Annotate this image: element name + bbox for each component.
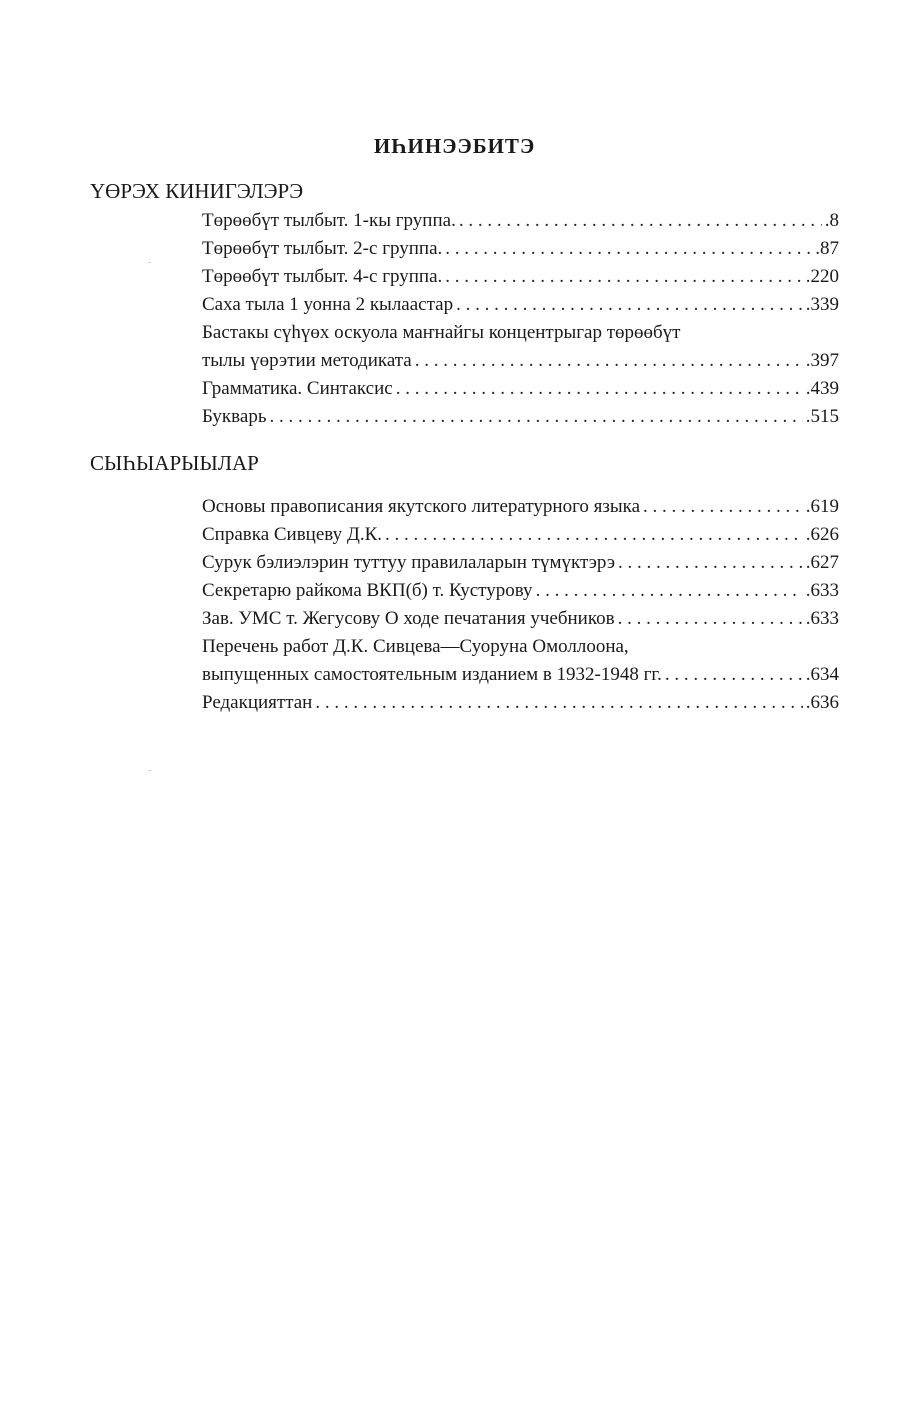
toc-dot-leader: [665, 661, 803, 689]
toc-entry: [202, 661, 839, 689]
toc-dot-leader: [270, 403, 803, 431]
toc-entry-title: Основы правописания якутского литературного языка: [202, 496, 641, 517]
toc-dot-leader: [445, 263, 802, 291]
toc-entry: [202, 263, 839, 291]
toc-dot-leader: [536, 577, 803, 605]
toc-list-textbooks: [202, 207, 839, 431]
toc-dot-leader: [445, 235, 812, 263]
section-heading-appendices: СЫҺЫАРЫЫЛАР: [90, 451, 259, 475]
toc-page-number: .220: [805, 266, 839, 287]
toc-entry: [202, 291, 839, 319]
toc-page-number: .636: [805, 692, 839, 713]
toc-entry-title: Төрөөбүт тылбыт. 1-кы группа.: [202, 210, 456, 231]
toc-page-number: .633: [805, 608, 839, 629]
toc-page-number: .627: [805, 552, 839, 573]
toc-entry: [202, 403, 839, 431]
toc-dot-leader: [459, 207, 822, 235]
toc-dot-leader: [643, 493, 803, 521]
toc-entry: [202, 347, 839, 375]
toc-entry-title: Зав. УМС т. Жегусову О ходе печатания учебников: [202, 608, 615, 629]
toc-entry: [202, 549, 839, 577]
toc-page-number: .339: [805, 294, 839, 315]
toc-entry: [202, 235, 839, 263]
toc-page-number: .8: [824, 210, 839, 231]
toc-page-number: .515: [805, 406, 839, 427]
toc-entry-title: Редакцияттан: [202, 692, 313, 713]
toc-entry: [202, 605, 839, 633]
section-heading-textbooks: ҮӨРЭХ КИНИГЭЛЭРЭ: [90, 179, 304, 203]
toc-entry: [202, 521, 839, 549]
toc-page-number: .626: [805, 524, 839, 545]
toc-entry-title: Саха тыла 1 уонна 2 кылаастар: [202, 294, 454, 315]
toc-entry-title: Төрөөбүт тылбыт. 4-с группа.: [202, 266, 443, 287]
toc-dot-leader: [315, 689, 802, 717]
toc-entry: [202, 493, 839, 521]
toc-entry-title: Справка Сивцеву Д.К.: [202, 524, 382, 545]
toc-entry: [202, 577, 839, 605]
toc-entry: [202, 207, 839, 235]
toc-entry: [202, 375, 839, 403]
scan-speck: [148, 262, 151, 263]
toc-page-number: .397: [805, 350, 839, 371]
toc-entry-title: выпущенных самостоятельным изданием в 1932-1948 гг.: [202, 664, 662, 685]
toc-page-number: .87: [815, 238, 839, 259]
toc-list-appendices: [202, 493, 839, 717]
toc-entry-title: Төрөөбүт тылбыт. 2-с группа.: [202, 238, 443, 259]
scan-speck: [148, 770, 151, 771]
toc-page-number: .439: [805, 378, 839, 399]
toc-entry-line1: Перечень работ Д.К. Сивцева—Суоруна Омоллоона,: [202, 636, 629, 657]
toc-entry: [202, 689, 839, 717]
toc-dot-leader: [396, 375, 803, 403]
toc-entry-title: Грамматика. Синтаксис: [202, 378, 393, 399]
toc-entry-line1: Бастакы сүһүөх оскуола маҥнайгы концентрыгар төрөөбүт: [202, 322, 681, 343]
toc-dot-leader: [456, 291, 803, 319]
toc-dot-leader: [618, 549, 803, 577]
toc-page-number: .619: [805, 496, 839, 517]
toc-page-number: .634: [805, 664, 839, 685]
toc-dot-leader: [385, 521, 803, 549]
toc-page-number: .633: [805, 580, 839, 601]
page-title: ИҺИНЭЭБИТЭ: [373, 134, 536, 158]
toc-entry-title: тылы үөрэтии методиката: [202, 350, 412, 371]
toc-entry-title: Секретарю райкома ВКП(б) т. Кустурову: [202, 580, 533, 601]
toc-entry-title: Букварь: [202, 406, 267, 427]
toc-dot-leader: [415, 347, 803, 375]
toc-dot-leader: [618, 605, 803, 633]
toc-entry-title: Сурук бэлиэлэрин туттуу правилаларын түмүктэрэ: [202, 552, 616, 573]
